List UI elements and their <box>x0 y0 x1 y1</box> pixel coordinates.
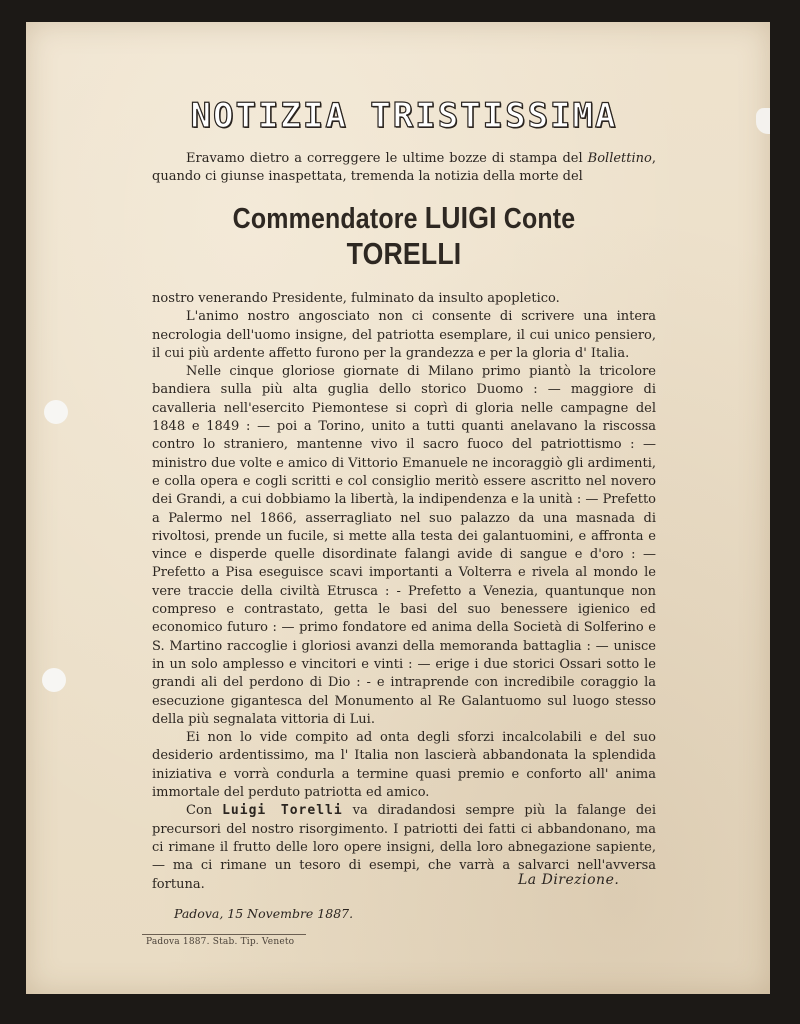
page-title: NOTIZIA TRISTISSIMA <box>190 96 618 136</box>
obituary-text <box>152 290 656 894</box>
subject-first-name: LUIGI <box>424 200 497 235</box>
subject-surname: TORELLI <box>346 236 462 271</box>
signature: La Direzione. <box>518 872 620 888</box>
subject-title: Commendatore <box>232 203 425 235</box>
imprint-rule <box>142 934 306 935</box>
paper-tear <box>756 108 770 134</box>
intro-paragraph <box>152 150 656 186</box>
torelli-name: Luigi Torelli <box>222 803 343 819</box>
subject-rank: Conte <box>496 203 576 235</box>
document-body <box>152 96 656 921</box>
intro-text-end: , quando ci giunse inaspettata, tremenda la notizia della morte del <box>152 151 656 184</box>
paragraph-5-end: va diradandosi sempre più la falange dei precursori del nostro risorgimento. I patriotti dei fatti ci abbandonano, ma ci rimane il frutto delle loro opere insigni, della loro abnegazione sapiente, — ma ci rimane un tesoro di esempi, che varrà a salvarci nell'avversa fortuna. <box>152 803 657 892</box>
subject-heading <box>187 200 620 272</box>
dateline: Padova, 15 Novembre 1887. <box>174 905 354 921</box>
paragraph-4: Ei non lo vide compito ad onta degli sforzi incalcolabili e del suo desiderio ardentissimo, ma l' Italia non lascierà abbandonata la splendida iniziativa e vorrà condurla a termine quasi premio e conforto all' anima immortale del perduto patriotta ed amico. <box>152 730 656 801</box>
paragraph-1: nostro venerando Presidente, fulminato da insulto apopletico. <box>152 291 560 306</box>
punch-hole <box>44 400 68 424</box>
punch-hole <box>42 668 66 692</box>
paragraph-5-start: Con <box>186 803 223 819</box>
bulletin-name: Bollettino <box>587 151 652 166</box>
paragraph-3: Nelle cinque gloriose giornate di Milano primo piantò la tricolore bandiera sulla più alta guglia dello storico Duomo : — maggiore di cavalleria nell'esercito Piemontese si coprì di gloria nelle campagne del 1848 e 1849 : — poi a Torino, unito a tutti quanti anelavano la riscossa contro lo straniero, mantenne vivo il sacro fuoco del patriottismo : — ministro due volte e amico di Vittorio Emanuele ne incoraggiò gli ardimenti, e colla opera e cogli scritti e col consiglio meritò essere ascritto nel novero dei Grandi, a cui dobbiamo la libertà, la indipendenza e la unità : — Prefetto a Palermo nel 1866, asserragliato nel suo palazzo da una masnada di rivoltosi, prende un fucile, si mette alla testa dei galantuomini, e affronta e vince e disperde quelle disordinate falangi avide di sangue e d'oro : — Prefetto a Pisa eseguisce scavi importanti a Volterra e rivela al mondo le vere traccie della civiltà Etrusca : - Prefetto a Venezia, quantunque non compreso e contrastato, getta le basi del suo benessere igienico ed economico futuro : — primo fondatore ed anima della Società di Solferino e S. Martino raccoglie i gloriosi avanzi della memoranda battaglia : — unisce in un solo amplesso e vincitori e vinti : — erige i due storici Ossari sotto le grandi ali del perdono di Dio : - e intraprende con incredibile coraggio la esecuzione gigantesca del Monumento al Re Galantuomo sul luogo stesso della più segnalata vittoria di Lui. <box>152 364 656 727</box>
printer-imprint: Padova 1887. Stab. Tip. Veneto <box>146 937 295 947</box>
intro-text: Eravamo dietro a correggere le ultime bozze di stampa del <box>186 151 588 166</box>
paragraph-2: L'animo nostro angosciato non ci consente di scrivere una intera necrologia dell'uomo insigne, del patriotta esemplare, il cui unico pensiero, il cui più ardente affetto furono per la grandezza e per la gloria d' Italia. <box>152 309 656 361</box>
